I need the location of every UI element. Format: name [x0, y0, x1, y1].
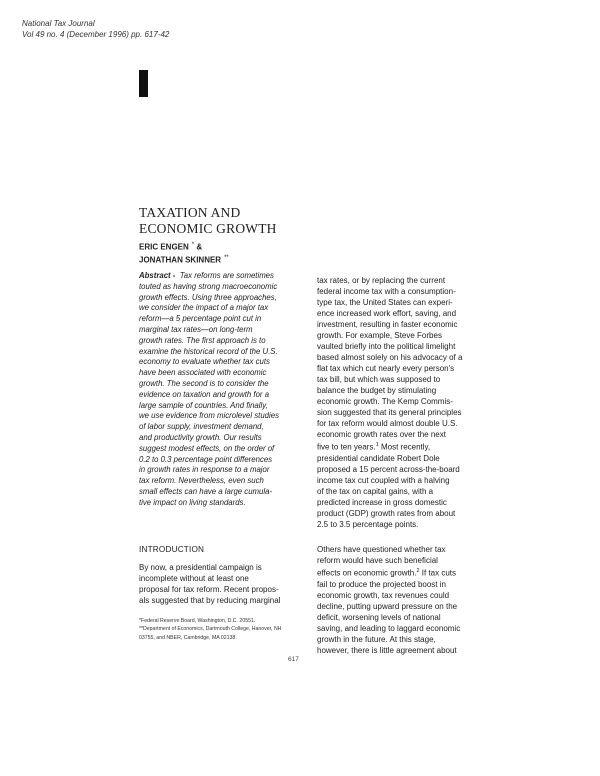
body-line: federal income tax with a consumption- — [317, 287, 456, 296]
abstract-label: Abstract - — [139, 271, 176, 280]
journal-issue: Vol 49 no. 4 (December 1996) pp. 617-42 — [22, 30, 170, 39]
body-line: fail to produce the projected boost in — [317, 579, 446, 589]
body-line: tax rates, or by replacing the current — [317, 276, 446, 285]
abstract-line: touted as having strong macroeconomic — [139, 281, 278, 291]
body-line: economic growth, tax revenues could — [317, 590, 450, 600]
footnote-1: *Federal Reserve Board, Washington, D.C. 20551. — [139, 618, 256, 624]
abstract-line: marginal tax rates—on long-term — [139, 324, 253, 334]
body-line: flat tax which cut nearly every person's — [317, 364, 455, 373]
body-line: type tax, the United States can experi- — [317, 298, 453, 307]
abstract-line: growth effects. Using three approaches, — [139, 292, 277, 302]
body-line: predicted increase in gross domestic — [317, 497, 447, 507]
abstract-line: small effects can have a large cumula- — [139, 486, 273, 496]
body-line: of the tax on capital gains, with a — [317, 486, 434, 496]
body-line: five to ten years.$^1$ Most recently, — [317, 442, 431, 452]
body-line: investment, resulting in faster economic — [317, 320, 458, 329]
abstract-line: growth rates. The first approach is to — [139, 335, 266, 345]
article-title — [139, 205, 277, 237]
intro-line: proposal for tax reform. Recent propos- — [139, 585, 279, 594]
body-line: economic growth rates over the next — [317, 430, 446, 439]
abstract-line: economy to evaluate whether tax cuts — [139, 357, 270, 367]
journal-header — [22, 18, 169, 40]
author-1 — [139, 240, 229, 253]
abstract-line: and productivity growth. Our results — [139, 432, 262, 442]
body-line: vaulted briefly into the political limelight — [317, 342, 456, 351]
body-line: proposed a 15 percent across-the-board — [317, 464, 460, 474]
abstract-line: Abstract - Tax reforms are sometimes — [139, 271, 274, 280]
intro-line: als suggested that by reducing marginal — [139, 596, 281, 605]
right-column-paragraph-1 — [317, 275, 480, 530]
abstract-line: suggest modest effects, on the order of — [139, 443, 275, 453]
abstract-line: examine the historical record of the U.S. — [139, 346, 278, 356]
abstract-line: large sample of countries. And finally, — [139, 400, 268, 410]
decorative-bar — [139, 70, 148, 97]
body-line: deficit, worsening levels of national — [317, 612, 441, 622]
abstract-line: tive impact on living standards. — [139, 497, 246, 507]
body-line: effects on economic growth.$^2$ If tax cuts — [317, 568, 456, 578]
body-line: for tax reform would almost double U.S. — [317, 419, 458, 428]
author-1-mark: * — [191, 242, 195, 248]
body-line: ence increased work effort, saving, and — [317, 309, 457, 318]
footnote-ref-1: 1 — [375, 442, 379, 448]
introduction-text — [139, 562, 299, 606]
body-line: Others have questioned whether tax — [317, 545, 446, 554]
body-line: reform would have such beneficial — [317, 556, 438, 565]
authors — [139, 240, 229, 265]
body-line: growth in the future. At this stage, — [317, 634, 436, 644]
abstract-line: reform—a 5 percentage point cut in — [139, 314, 262, 324]
abstract-line: we consider the impact of a major tax — [139, 303, 269, 313]
author-amp: & — [196, 242, 203, 252]
body-line: sion suggested that its general principles — [317, 408, 462, 417]
body-line: however, there is little agreement about — [317, 645, 457, 655]
footnotes — [139, 617, 299, 642]
body-line: presidential candidate Robert Dole — [317, 453, 440, 463]
footnote-2-cont: 03755, and NBER, Cambridge, MA 02138. — [139, 634, 237, 641]
journal-name: National Tax Journal — [22, 19, 95, 28]
body-line: economic growth. The Kemp Commis- — [317, 397, 453, 406]
author-2-name: JONATHAN SKINNER — [139, 255, 222, 265]
author-1-name: ERIC ENGEN — [139, 242, 189, 252]
body-line: balance the budget by stimulating — [317, 386, 437, 395]
author-2 — [139, 253, 229, 266]
body-line: based almost solely on his advocacy of a — [317, 353, 463, 362]
footnote-ref-2: 2 — [416, 568, 420, 574]
footnote-2: **Department of Economics, Dartmouth College, Hanover, NH — [139, 626, 282, 633]
abstract-line: tax reform. Nevertheless, even such — [139, 476, 264, 486]
abstract-line: 0.2 to 0.3 percentage point differences — [139, 454, 273, 464]
body-line: 2.5 to 3.5 percentage points. — [317, 519, 419, 529]
abstract-line: evidence on taxation and growth for a — [139, 389, 270, 399]
body-line: saving, and leading to laggard economic — [317, 623, 461, 633]
title-line-1: TAXATION AND — [139, 205, 241, 220]
intro-line: By now, a presidential campaign is — [139, 563, 262, 572]
title-line-2: ECONOMIC GROWTH — [139, 221, 277, 236]
body-line: growth. For example, Steve Forbes — [317, 331, 442, 340]
abstract-line: in growth rates in response to a major — [139, 465, 270, 475]
abstract-line: of labor supply, investment demand, — [139, 422, 264, 432]
abstract-line: growth. The second is to consider the — [139, 378, 269, 388]
body-line: decline, putting upward pressure on the — [317, 601, 458, 611]
abstract-line: we use evidence from microlevel studies — [139, 411, 279, 421]
body-line: tax bill, but which was supposed to — [317, 375, 441, 384]
abstract — [139, 271, 299, 509]
author-2-mark: ** — [224, 254, 229, 261]
body-line: income tax cut coupled with a halving — [317, 475, 450, 485]
right-column-paragraph-2 — [317, 544, 480, 656]
section-heading-introduction: INTRODUCTION — [139, 545, 205, 554]
page-number: 617 — [288, 656, 299, 663]
intro-line: incomplete without at least one — [139, 574, 249, 583]
abstract-line: have been associated with economic — [139, 368, 267, 378]
body-line: product (GDP) growth rates from about — [317, 508, 456, 518]
